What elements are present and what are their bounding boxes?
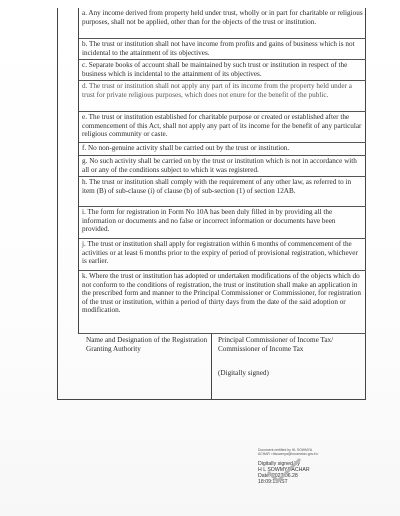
condition-row-f: [79, 143, 366, 156]
stamp-line-2: H L SOWMYA ACHAR: [258, 467, 310, 473]
condition-row-b: [79, 39, 366, 60]
condition-row-i: [79, 207, 366, 239]
stamp-note: Document certified by HL SOWMYA: [258, 448, 313, 452]
digitally-signed-label: (Digitally signed): [218, 369, 269, 378]
condition-text: e. The trust or institution established for charitable purpose or created or established after the commencement of this Act, shall not apply any part of its income for the benefit of any particular religious community or caste.: [82, 113, 362, 139]
stamp-line-3: Date: 2023.06.28: [258, 473, 298, 479]
condition-text: c. Separate books of account shall be maintained by such trust or institution in respect of the business which is incidental to the attainment of its objectives.: [82, 61, 348, 78]
condition-text: b. The trust or institution shall not have income from profits and gains of business which is not incidental to the attainment of its objectives.: [82, 40, 355, 57]
signature-divider: [211, 334, 212, 399]
digital-signature-stamp: [258, 448, 358, 496]
condition-text: h. The trust or institution shall comply with the requirement of any other law, as referred to in item (B) of sub-clause (i) of clause (b) of sub-section (1) of section 12AB.: [82, 178, 352, 195]
stamp-line-1: Digitally signed by: [258, 461, 300, 467]
condition-row-e: [79, 112, 366, 143]
condition-row-k: [79, 271, 366, 334]
condition-row-j: [79, 239, 366, 271]
condition-text: d. The trust or institution shall not apply any part of its income from the property held under a trust for private religious purposes, which does not enure for the benefit of the public.: [82, 82, 352, 99]
authority-label: Name and Designation of the Registration Granting Authority: [86, 336, 208, 353]
condition-text: a. Any income derived from property held under trust, wholly or in part for charitable or religious purposes, shall not be applied, other than for the objects of the trust or institution.: [82, 9, 363, 26]
stamp-note-email: ACHAR <hlsowmya@incometax.gov.in>: [258, 452, 319, 456]
condition-row-h: [79, 177, 366, 207]
condition-text: g. No such activity shall be carried on by the trust or institution which is not in accordance with all or any of the conditions subject to which it was registered.: [82, 157, 357, 174]
signatory-designation: Principal Commissioner of Income Tax/ Commissioner of Income Tax: [218, 336, 334, 353]
stamp-line-4: 18:09:19 IST: [258, 479, 288, 485]
condition-row-a: [79, 8, 366, 39]
condition-row-c: [79, 60, 366, 81]
condition-text: i. The form for registration in Form No 10A has been duly filled in by providing all the information or documents and no false or incorrect information or documents have been provided.: [82, 208, 336, 234]
condition-text: f. No non-genuine activity shall be carried out by the trust or institution.: [82, 144, 290, 152]
condition-text: k. Where the trust or institution has adopted or undertaken modifications of the objects which do not conform to the conditions of registration, the trust or institution shall make an application in the prescribed form and manner to the Principal Commissioner or Commissioner, for registration of the trust or institution, within a period of thirty days from the date of the said adoption or modification.: [82, 272, 361, 315]
signature-check-icon: [264, 456, 304, 484]
condition-row-d: [79, 81, 366, 112]
condition-text: j. The trust or institution shall apply for registration within 6 months of commencement of the activities or at least 6 months prior to the expiry of period of provisional registration, whichever is earlier.: [82, 240, 358, 266]
conditions-table: [57, 8, 366, 400]
condition-row-g: [79, 156, 366, 177]
signatory-block: [218, 336, 363, 378]
